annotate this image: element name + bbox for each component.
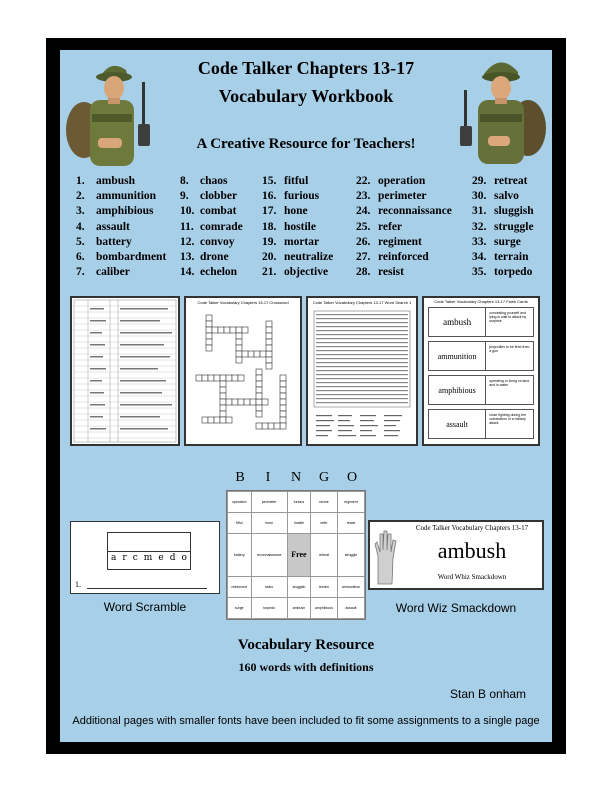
tagline: A Creative Resource for Teachers! [196,136,416,152]
flash-card: assault close fighting during the culmination of a military attack [428,409,534,439]
word-search-preview [306,296,418,446]
vocab-item: 28. resist [356,266,404,279]
bingo-cell: furious [287,492,310,513]
bingo-cell: regiment [337,492,364,513]
bingo-cell: reconnaissance [251,534,287,576]
bingo-letter: I [265,470,271,485]
scramble-letter: o [181,553,187,563]
bingo-header [226,470,366,486]
vocab-item: 21. objective [262,266,329,279]
vocab-item: 29. retreat [472,175,528,187]
vocab-item: 23. perimeter [356,190,427,203]
definitions-table-graphic [72,298,178,444]
flash-cards-title: Code Talker Vocabulary Chapters 13-17 Flash Cards [434,299,528,304]
scramble-letter: m [143,553,153,563]
title-line-2: Vocabulary Workbook [218,86,394,106]
vocab-column-2 [180,174,243,280]
vocab-item: 15. fitful [262,175,309,187]
vocab-item: 8. chaos [180,175,228,187]
bingo-cell: fitful [228,513,252,534]
vocab-item: 20. neutralize [262,251,334,264]
vocab-item: 13. drone [180,251,229,264]
crossword-preview [184,296,302,446]
vocab-item: 33. surge [472,235,521,248]
title-line-1: Code Talker Chapters 13-17 [197,58,415,78]
word-scramble-caption: Word Scramble [103,600,187,614]
bingo-cell: retreat [311,534,338,576]
vocab-item: 17. hone [262,205,308,218]
smackdown-caption: Word Wiz Smackdown [395,601,517,615]
vocab-item: 31. sluggish [472,205,534,218]
bingo-cell: ravine [311,492,338,513]
definitions-worksheet-preview [70,296,180,446]
scramble-letter: r [122,553,127,563]
resource-subtitle: 160 words with definitions [238,660,374,674]
vocab-item: 32. struggle [472,220,534,233]
smackdown-subtitle: Word Whiz Smackdown [437,573,507,581]
bingo-cell: resist [337,513,364,534]
flash-card: amphibious operating or living on land and in water [428,375,534,405]
vocab-item: 25. refer [356,220,403,233]
bingo-letter: B [235,470,245,485]
bingo-cell: ambush [287,597,310,618]
vocab-item: 14. echelon [180,266,238,279]
scramble-answer-line [87,588,207,589]
bingo-cell: reinforced [228,576,252,597]
vocab-item: 6. bombardment [76,251,167,264]
scramble-letter: a [111,553,117,563]
bingo-letter: G [318,470,330,485]
bingo-cell: battery [228,534,252,576]
scramble-letter: e [158,553,164,563]
vocab-item: 5. battery [76,235,132,248]
vocab-item: 22. operation [356,175,426,187]
bingo-cell: amphibious [311,597,338,618]
crossword-grid-graphic [186,305,300,443]
word-scramble-preview [70,521,220,594]
scramble-letter: d [169,553,176,563]
vocab-item: 26. regiment [356,235,422,248]
vocab-item: 3. amphibious [76,205,154,218]
word-search-grid-graphic [308,305,416,443]
vocab-item: 9. clobber [180,190,238,203]
smackdown-word: ambush [437,538,507,563]
smackdown-title: Code Talker Vocabulary Chapters 13-17 [415,524,529,532]
vocab-item: 16. furious [262,190,320,203]
vocab-item: 24. reconnaissance [356,205,452,218]
resource-title: Vocabulary Resource [237,637,375,653]
smackdown-preview [368,520,544,590]
vocab-column-3 [262,174,333,280]
scramble-number: 1. [75,580,81,589]
vocab-item: 19. mortar [262,235,320,248]
flash-card: ammunition projectiles to be fired from a gun [428,341,534,371]
flash-cards-preview [422,296,540,446]
scramble-letter: c [132,553,138,563]
vocab-item: 27. reinforced [356,251,429,264]
word-search-title: Code Talker Vocabulary Chapters 13-17 Word Search 1 [312,300,412,305]
bingo-letter: O [346,470,358,485]
vocab-item: 4. assault [76,220,130,233]
bingo-cell: torpedo [251,597,287,618]
bingo-cell: perimeter [251,492,287,513]
vocab-item: 34. terrain [472,251,529,264]
footer-note: Additional pages with smaller fonts have been included to fit some assignments to a single page [72,715,540,727]
author: Stan B onham [450,687,527,701]
cover-panel [60,50,552,742]
crossword-title: Code Talker Vocabulary Chapters 13-17 Crossword [197,300,289,305]
vocab-item: 18. hostile [262,220,316,233]
bingo-cell: hostile [287,513,310,534]
bingo-cell: surge [228,597,252,618]
bingo-cell: struggle [337,534,364,576]
raised-hand-icon [372,526,398,586]
bingo-letter: N [290,470,302,485]
vocab-item: 2. ammunition [76,190,157,203]
bingo-cell: refer [311,513,338,534]
vocab-column-1 [76,174,166,280]
bingo-card [226,490,366,620]
vocab-item: 30. salvo [472,190,519,203]
bingo-cell: sluggish [287,576,310,597]
bingo-free-cell: Free [287,534,310,576]
bingo-cell: terrain [311,576,338,597]
vocab-item: 12. convoy [180,235,235,248]
bingo-cell: salvo [251,576,287,597]
vocab-item: 11. comrade [180,220,243,233]
vocab-column-4 [356,174,452,280]
vocab-item: 1. ambush [76,175,135,187]
bingo-cell: operation [228,492,252,513]
vocab-item: 7. caliber [76,266,130,279]
vocab-item: 35. torpedo [472,266,533,279]
vocab-item: 10. combat [180,205,237,218]
bingo-cell: ammunition [337,576,364,597]
bingo-cell: hone [251,513,287,534]
vocab-column-5 [472,174,534,280]
scramble-letter-box [107,532,191,570]
flash-card: ambush concealing yourself and lying in wait to attack by surprise [428,307,534,337]
bingo-cell: assault [337,597,364,618]
